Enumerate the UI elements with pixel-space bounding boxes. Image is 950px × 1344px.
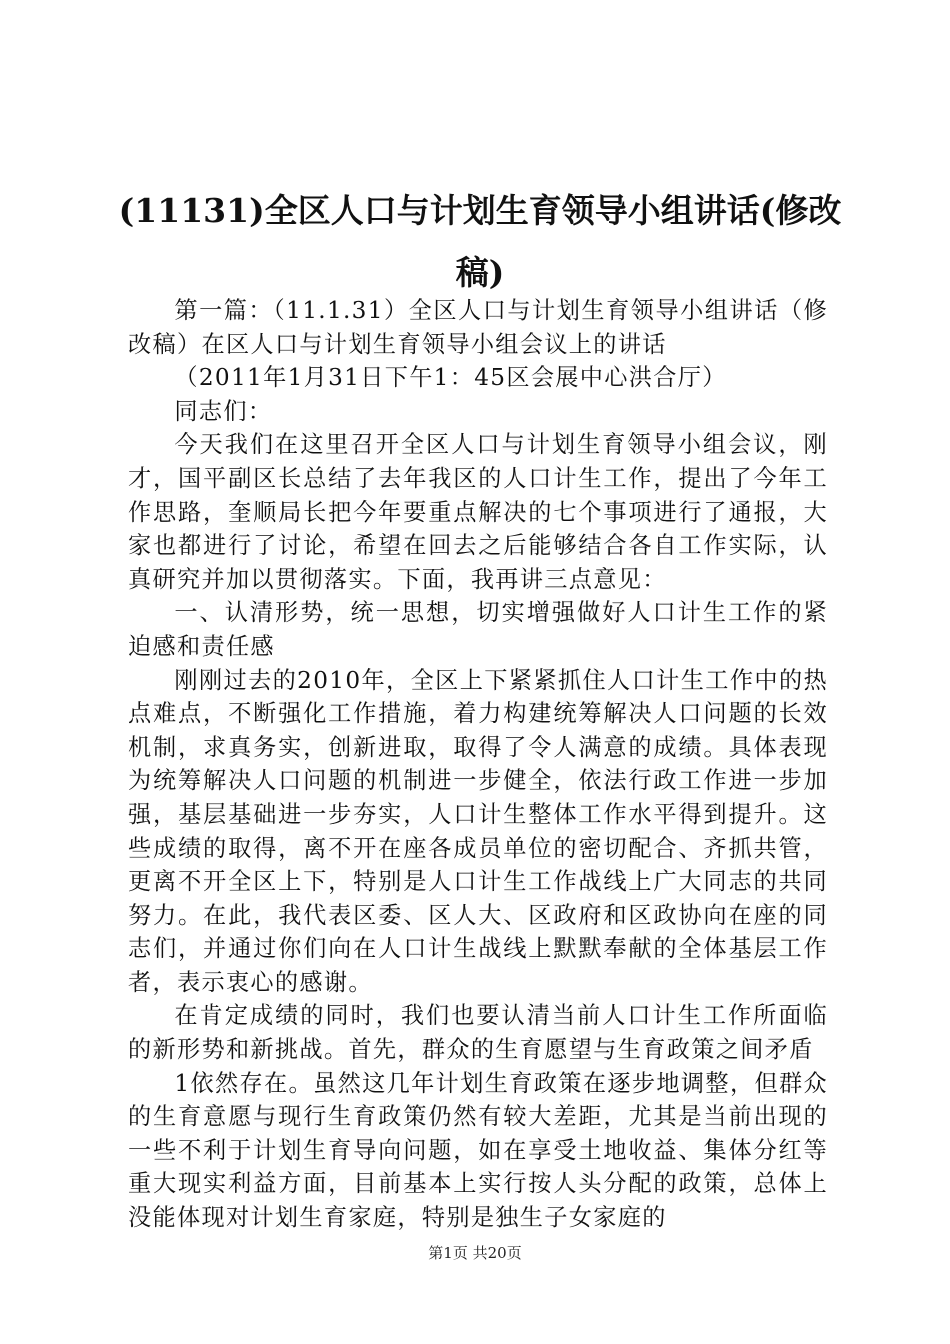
paragraph-2: （2011年1月31日下午1：45区会展中心洪合厅） — [174, 364, 727, 392]
paragraph-7: 在肯定成绩的同时，我们也要认清当前人口计生工作所面临的新形势和新挑战。首先，群众的生育愿望与生育政策之间矛盾 — [128, 1002, 828, 1064]
paragraph-5: 一、认清形势，统一思想，切实增强做好人口计生工作的紧迫感和责任感 — [128, 599, 828, 660]
paragraph-8: 1依然存在。虽然这几年计划生育政策在逐步地调整，但群众的生育意愿与现行生育政策仍然有较大差距，尤其是当前出现的一些不利于计划生育导向问题，如在享受土地收益、集体分红等重大现实利益方面，目前基本上实行按人头分配的政策，总体上没能体现对计划生育家庭，特别是独生子女家庭的 — [128, 1069, 828, 1232]
paragraph-4: 今天我们在这里召开全区人口与计划生育领导小组会议，刚才，国平副区长总结了去年我区的人口计生工作，提出了今年工作思路，奎顺局长把今年要重点解决的七个事项进行了通报，大家也都进行了讨论，希望在回去之后能够结合各自工作实际，认真研究并加以贯彻落实。下面，我再讲三点意见： — [128, 431, 828, 593]
paragraph-3: 同志们： — [174, 397, 273, 425]
document-title: (11131)全区人口与计划生育领导小组讲话(修改稿) — [118, 191, 842, 292]
document-body — [128, 294, 828, 1235]
paragraph-1: 第一篇：（11.1.31）全区人口与计划生育领导小组讲话（修改稿）在区人口与计划生育领导小组会议上的讲话 — [128, 297, 828, 358]
page-footer: 第1页 共20页 — [428, 1244, 522, 1262]
paragraph-6: 刚刚过去的2010年，全区上下紧紧抓住人口计生工作中的热点难点，不断强化工作措施，着力构建统筹解决人口问题的长效机制，求真务实，创新进取，取得了令人满意的成绩。具体表现为统筹解决人口问题的机制进一步健全，依法行政工作进一步加强，基层基础进一步夯实，人口计生整体工作水平得到提升。这些成绩的取得，离不开在座各成员单位的密切配合、齐抓共管，更离不开全区上下，特别是人口计生工作战线上广大同志的共同努力。在此，我代表区委、区人大、区政府和区政协向在座的同志们，并通过你们向在人口计生战线上默默奉献的全体基层工作者，表示衷心的感谢。 — [128, 666, 828, 996]
